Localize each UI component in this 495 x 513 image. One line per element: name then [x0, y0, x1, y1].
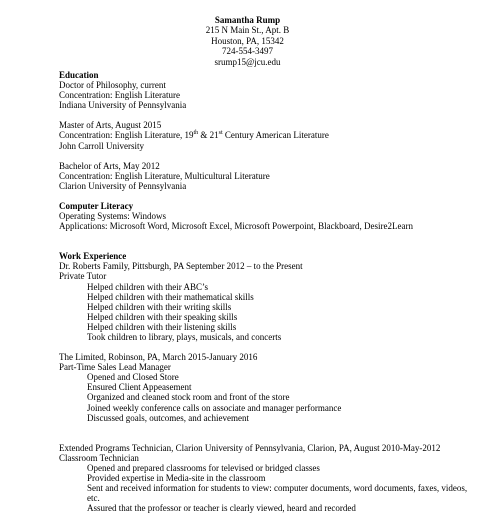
education-entry [59, 120, 479, 150]
list-item: Organized and cleaned stock room and front of the store [87, 392, 290, 403]
job-duties-list [59, 282, 479, 343]
job-role-line: Part-Time Sales Lead Manager [59, 362, 171, 373]
city-line: Houston, PA, 15342 [211, 35, 284, 46]
list-item: Took children to library, plays, musicals, and concerts [87, 331, 282, 342]
list-item: Opened and Closed Store [87, 372, 179, 383]
list-item: Sent and received information for students to view: computer documents, word documents, faxes, videos, etc. [87, 483, 468, 504]
education-entry [59, 161, 479, 191]
education-title: Education [59, 70, 99, 80]
job-org-line: Extended Programs Technician, Clarion University of Pennsylvania, Clarion, PA, August 2010-May-2012 [59, 442, 441, 453]
degree-line: Bachelor of Arts, May 2012 [59, 160, 160, 171]
school-line: Indiana University of Pennsylvania [59, 100, 187, 111]
list-item: Ensured Client Appeasement [87, 382, 192, 393]
list-item: Assured that the professor or teacher is clearly viewed, heard and recorded [87, 503, 356, 513]
job-duties-list [59, 372, 479, 422]
job-org-line: Dr. Roberts Family, Pittsburgh, PA September 2012 – to the Present [59, 261, 303, 272]
phone-line: 724-554-3497 [222, 46, 273, 57]
job-entry [59, 443, 479, 513]
list-item: Joined weekly conference calls on associate and manager performance [87, 402, 342, 413]
job-entry [59, 352, 479, 423]
job-duties-list [59, 463, 479, 513]
job-org-line: The Limited, Robinson, PA, March 2015-January 2016 [59, 352, 258, 363]
candidate-name: Samantha Rump [214, 15, 281, 25]
address-line: 215 N Main St., Apt. B [205, 25, 290, 36]
school-line: Clarion University of Pennsylvania [59, 180, 187, 191]
list-item: Helped children with their speaking skills [87, 311, 238, 322]
work-experience-title: Work Experience [59, 251, 127, 262]
degree-line: Doctor of Philosophy, current [59, 80, 166, 91]
email-line: srump15@jcu.edu [214, 56, 281, 67]
applications-line: Applications: Microsoft Word, Microsoft Excel, Microsoft Powerpoint, Blackboard, Desire2Learn [59, 221, 414, 232]
list-item: Helped children with their listening skills [87, 321, 237, 332]
concentration-line: Concentration: English Literature, 19th & 21st Century American Literature [59, 130, 329, 141]
job-role-line: Private Tutor [59, 271, 107, 282]
computer-literacy-title: Computer Literacy [59, 200, 134, 211]
list-item: Provided expertise in Media-site in the classroom [87, 473, 266, 483]
degree-line: Master of Arts, August 2015 [59, 120, 162, 131]
list-item: Opened and prepared classrooms for televised or bridged classes [87, 462, 320, 473]
job-role-line: Classroom Technician [59, 452, 139, 463]
resume-header [0, 15, 495, 67]
school-line: John Carroll University [59, 140, 144, 151]
list-item: Discussed goals, outcomes, and achievement [87, 412, 249, 423]
job-entry [59, 261, 479, 342]
concentration-line: Concentration: English Literature [59, 90, 180, 101]
list-item: Helped children with their ABC’s [87, 281, 208, 292]
os-line: Operating Systems: Windows [59, 211, 166, 222]
education-entry [59, 80, 479, 110]
list-item: Helped children with their writing skills [87, 301, 232, 312]
list-item: Helped children with their mathematical skills [87, 291, 254, 302]
resume-body [59, 70, 479, 513]
concentration-line: Concentration: English Literature, Multicultural Literature [59, 170, 270, 181]
